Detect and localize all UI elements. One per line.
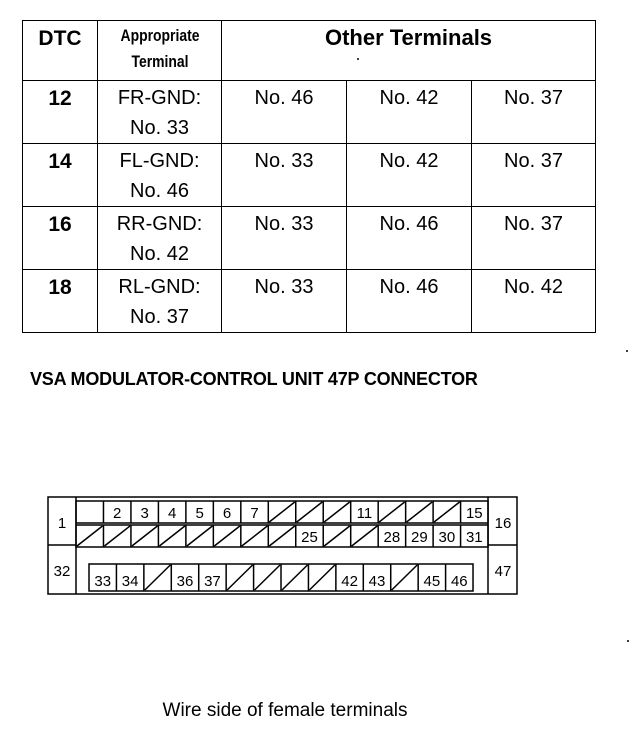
empty-cavity-slash (379, 502, 404, 522)
appropriate-line2: No. 37 (130, 306, 189, 328)
empty-cavity-slash (159, 526, 184, 546)
empty-cavity-slash (269, 526, 294, 546)
empty-cavity-slash (434, 502, 459, 522)
dtc-code: 12 (23, 81, 98, 144)
other-terminal: No. 37 (472, 207, 596, 270)
terminal-label: 32 (53, 563, 71, 580)
scan-speck (357, 58, 359, 60)
scan-speck (626, 350, 628, 352)
empty-cavity-slash (242, 526, 267, 546)
terminal-label: 46 (450, 573, 468, 590)
terminal-label: 29 (411, 529, 428, 546)
empty-cavity-slash (132, 526, 157, 546)
empty-cavity-slash (392, 565, 417, 590)
other-terminal: No. 33 (222, 144, 347, 207)
empty-cavity-slash (407, 502, 432, 522)
empty-cavity-slash (309, 565, 334, 590)
connector-title: VSA MODULATOR-CONTROL UNIT 47P CONNECTOR (30, 369, 478, 389)
appropriate-line1: FR-GND: (117, 87, 202, 109)
scan-speck (627, 640, 629, 642)
empty-cavity-slash (214, 526, 239, 546)
terminal-label: 5 (195, 505, 204, 522)
terminal-label: 45 (423, 573, 441, 590)
empty-cavity-slash (77, 526, 102, 546)
terminal-label: 43 (368, 573, 386, 590)
terminal-label: 1 (57, 515, 67, 532)
appropriate-line2: No. 33 (130, 117, 189, 139)
terminal-label: 30 (438, 529, 456, 546)
empty-cavity-slash (297, 502, 322, 522)
terminal-label: 42 (341, 573, 358, 590)
other-terminal: No. 42 (347, 144, 472, 207)
empty-cavity-slash (145, 565, 170, 590)
other-terminal: No. 42 (347, 81, 472, 144)
terminal-label: 11 (356, 505, 373, 522)
terminal-label: 31 (465, 529, 483, 546)
terminal-label: 6 (222, 505, 232, 522)
other-terminal: No. 46 (222, 81, 347, 144)
terminal-label: 34 (121, 573, 139, 590)
header-appropriate-line1: Appropriate (119, 26, 200, 45)
other-terminal: No. 46 (347, 207, 472, 270)
terminal-label: 28 (383, 529, 401, 546)
terminal-label: 33 (94, 573, 112, 590)
empty-cavity-slash (227, 565, 252, 590)
wire-side-caption: Wire side of female terminals (162, 700, 408, 721)
terminal-label: 36 (176, 573, 194, 590)
terminal-label: 2 (113, 505, 122, 522)
terminal-label: 4 (167, 505, 177, 522)
dtc-code: 18 (23, 270, 98, 333)
terminal-label: 47 (494, 563, 512, 580)
empty-cavity-slash (269, 502, 294, 522)
other-terminal: No. 33 (222, 207, 347, 270)
appropriate-line1: RR-GND: (116, 213, 203, 235)
empty-cavity-slash (187, 526, 212, 546)
header-dtc: DTC (23, 21, 98, 81)
other-terminal: No. 37 (472, 81, 596, 144)
other-terminal: No. 33 (222, 270, 347, 333)
terminal-label: 15 (465, 505, 483, 522)
empty-cavity-slash (255, 565, 280, 590)
appropriate-line1: FL-GND: (119, 150, 200, 172)
empty-cavity-slash (282, 565, 307, 590)
appropriate-line1: RL-GND: (118, 276, 201, 298)
empty-cavity-slash (324, 502, 349, 522)
terminal-label: 7 (250, 505, 259, 522)
other-terminal: No. 42 (472, 270, 596, 333)
terminal-label: 16 (494, 515, 512, 532)
empty-cavity-slash (104, 526, 129, 546)
other-terminal: No. 46 (347, 270, 472, 333)
empty-cavity-slash (352, 526, 377, 546)
empty-cavity-slash (324, 526, 349, 546)
terminal-label: 25 (301, 529, 318, 546)
appropriate-line2: No. 42 (130, 243, 189, 265)
dtc-code: 16 (23, 207, 98, 270)
terminal-label: 3 (140, 505, 149, 522)
appropriate-line2: No. 46 (130, 180, 189, 202)
terminal-label: 37 (204, 573, 221, 590)
dtc-code: 14 (23, 144, 98, 207)
header-other-terminals: Other Terminals (222, 21, 596, 81)
other-terminal: No. 37 (472, 144, 596, 207)
header-appropriate-line2: Terminal (130, 52, 189, 71)
